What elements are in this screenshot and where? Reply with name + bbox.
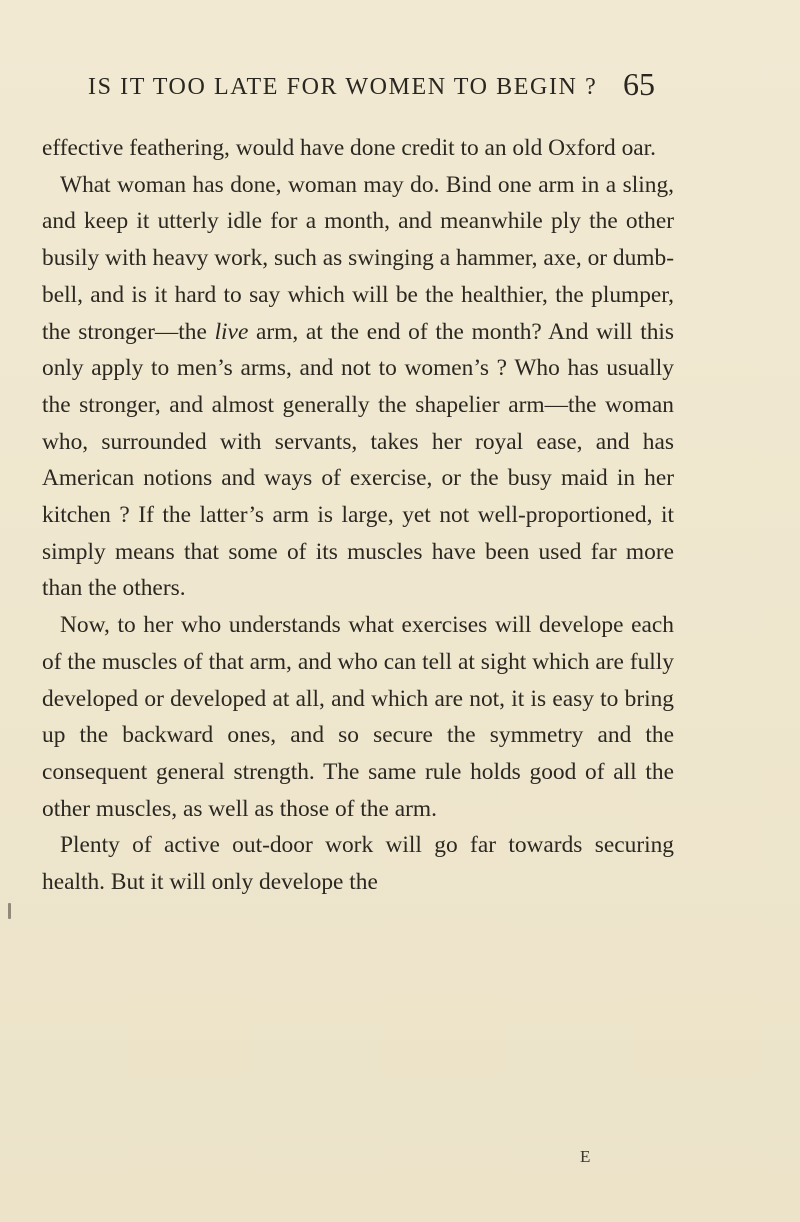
signature-mark: E xyxy=(580,1147,592,1166)
body-text xyxy=(42,130,674,901)
paragraph-4: Plenty of active out-door work will go far towards securing health. But it will only develope the xyxy=(42,832,674,896)
paragraph-2-text-b: arm, at the end of the month? And will this only apply to men’s arms, and not to women’s ? Who has usually the stronger, and almost generally the shapelier arm—the woman who, surrounded with servants, takes her royal ease, and has American notions and ways of exercise, or the busy maid in her kitchen ? If the latter’s arm is large, yet not well-proportioned, it simply means that some of its muscles have been used far more than the others. xyxy=(42,318,674,602)
margin-speck xyxy=(8,903,11,919)
running-title: IS IT TOO LATE FOR WOMEN TO BEGIN ? xyxy=(88,74,598,100)
paragraph-2 xyxy=(42,167,674,607)
page-number: 65 xyxy=(623,66,655,102)
paragraph-1: effective feathering, would have done credit to an old Oxford oar. xyxy=(42,135,656,161)
italic-word-live: live xyxy=(214,318,249,345)
paragraph-3: Now, to her who understands what exercises will develope each of the muscles of that arm, and who can tell at sight which are fully developed or developed at all, and which are not, it is easy to bring up the backward ones, and so secure the symmetry and the consequent general strength. The same rule holds good of all the other muscles, as well as those of the arm. xyxy=(42,612,674,822)
page-header xyxy=(88,66,688,110)
paragraph-2-text-a: What woman has done, woman may do. Bind one arm in a sling, and keep it utterly idle for a month, and meanwhile ply the other busily with heavy work, such as swinging a hammer, axe, or dumb-bell, and is it hard to say which will be the healthier, the plumper, the stronger—the xyxy=(42,171,674,345)
